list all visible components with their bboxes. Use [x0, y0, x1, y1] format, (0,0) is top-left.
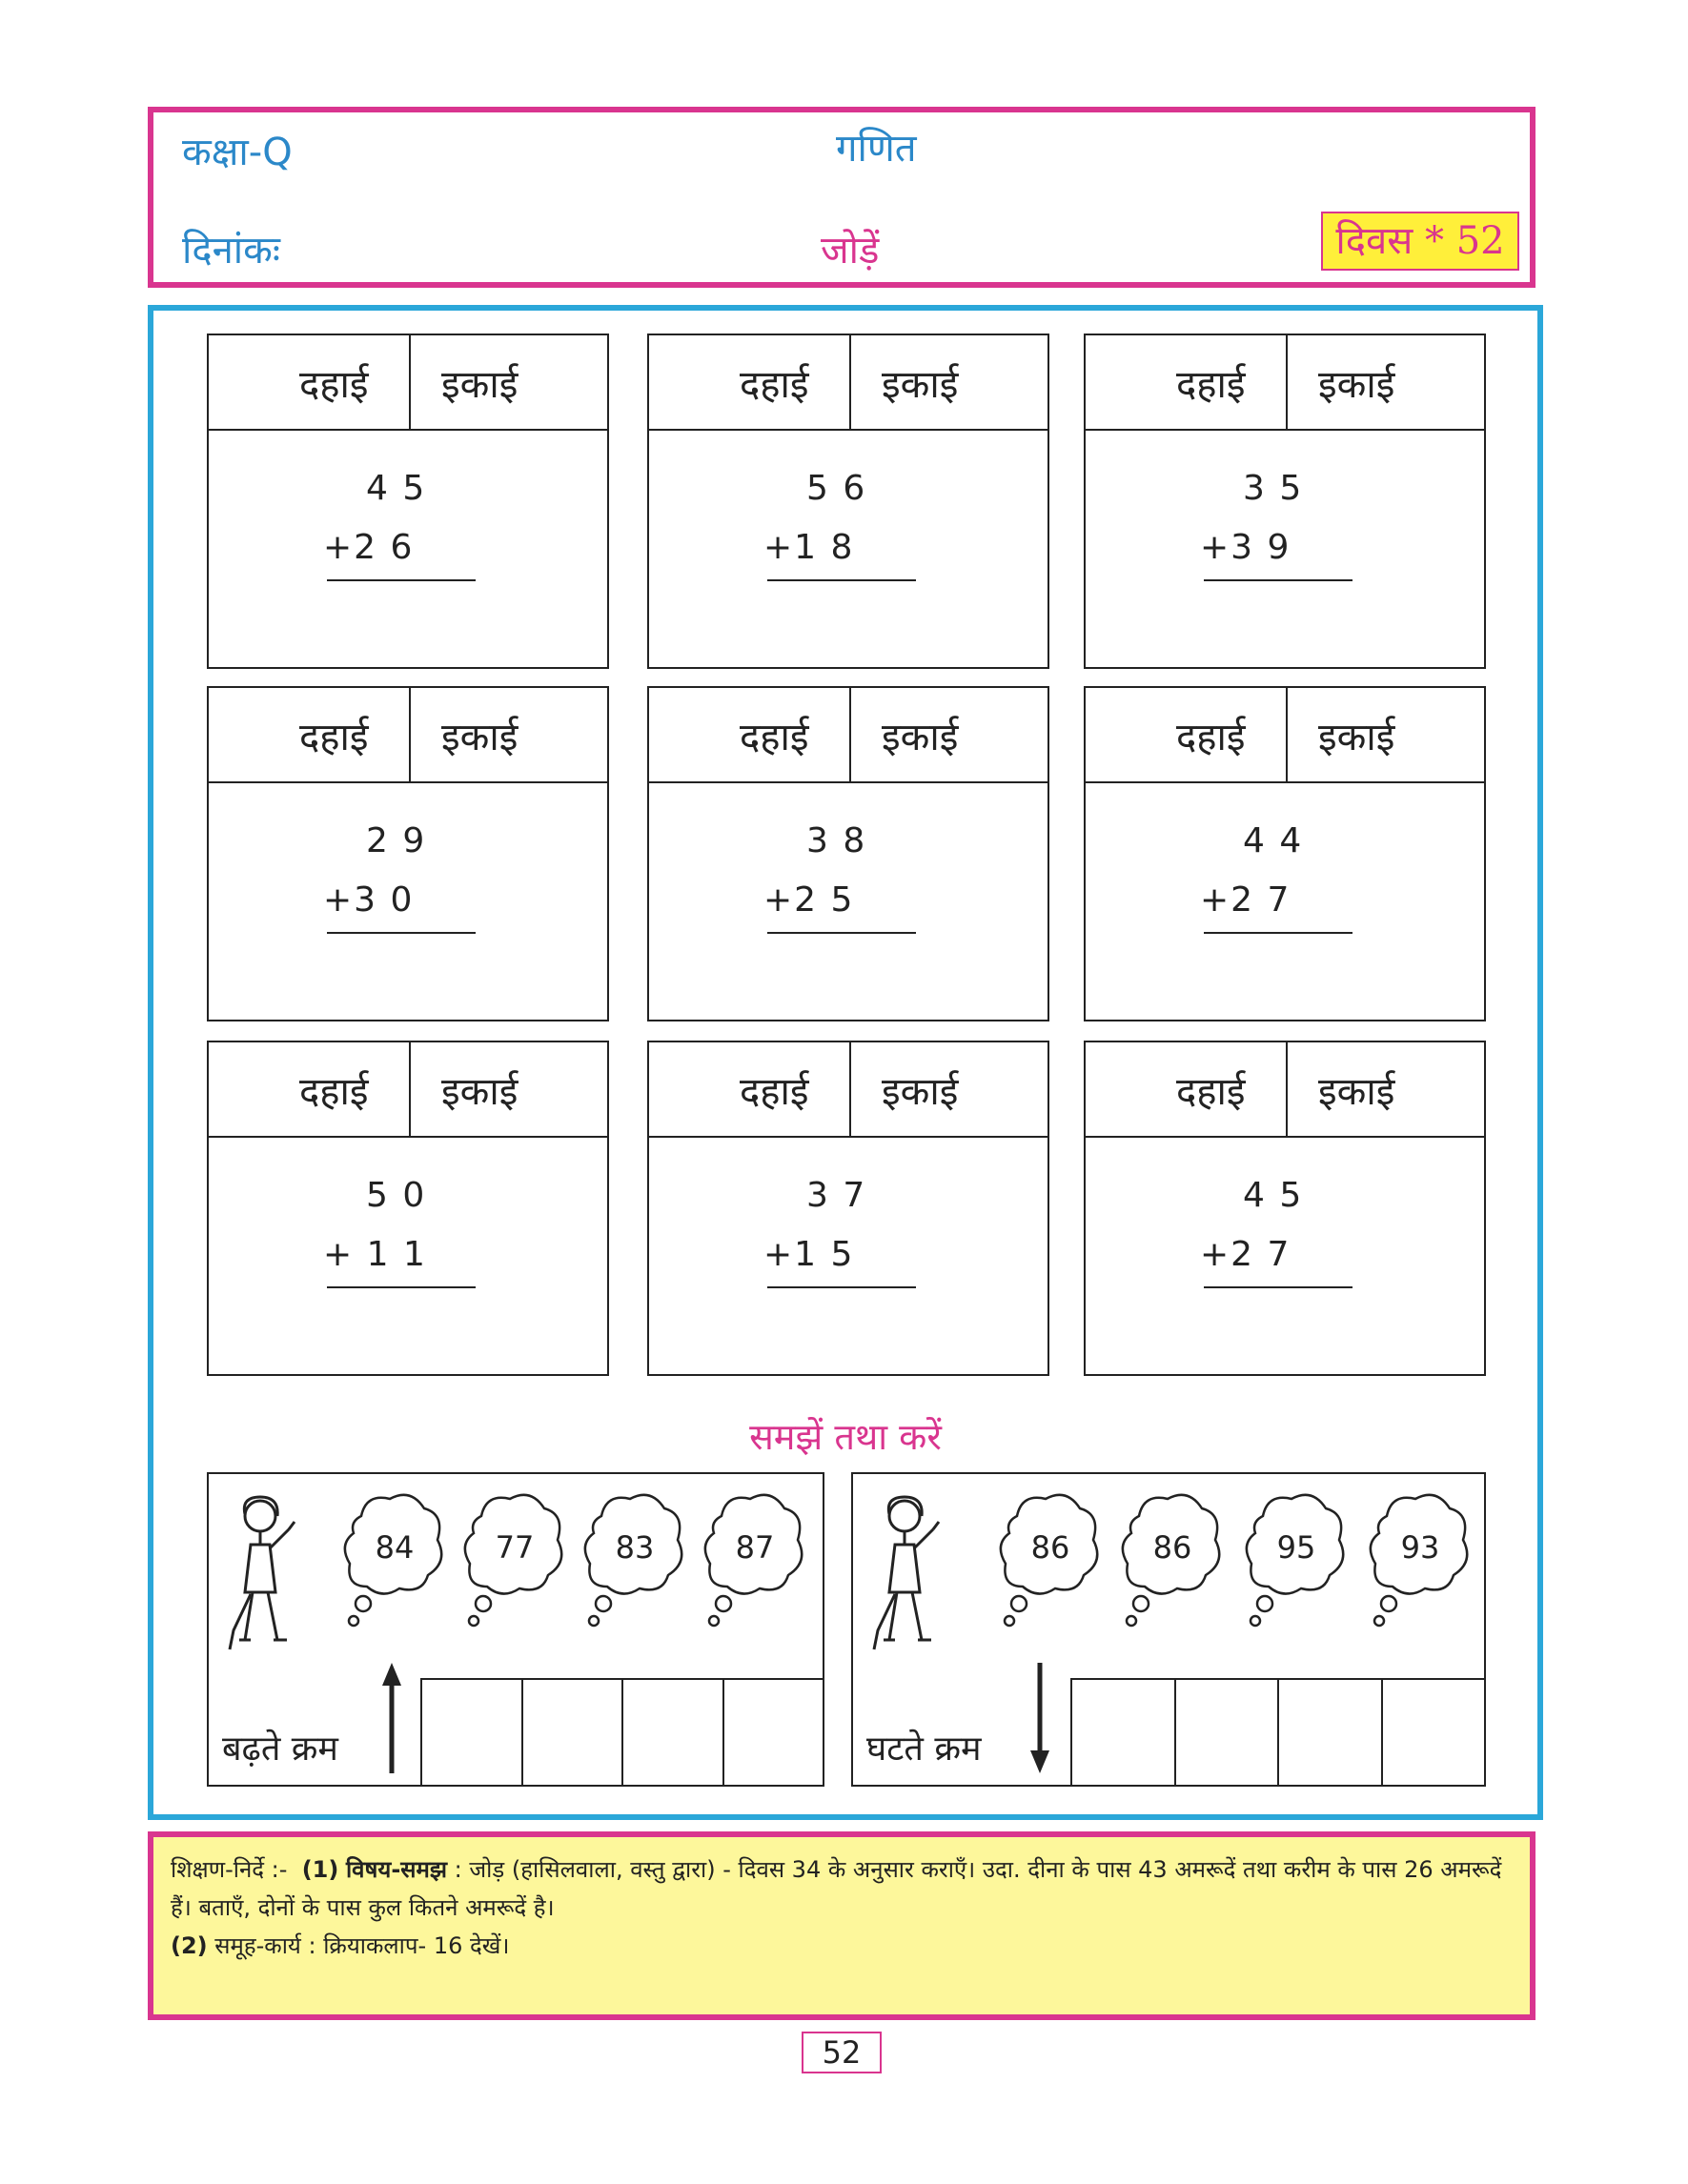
addend-top: 4 4	[1243, 821, 1304, 860]
girl-figure-icon	[866, 1487, 952, 1659]
note-prefix: शिक्षण-निर्दे :-	[171, 1856, 288, 1883]
place-value-header	[649, 335, 1047, 431]
descending-order-box	[851, 1472, 1486, 1787]
addend-bottom: +2 7	[1200, 880, 1291, 920]
thought-cloud	[582, 1487, 687, 1630]
answer-cell[interactable]	[1383, 1680, 1487, 1785]
answer-cell[interactable]	[724, 1680, 825, 1785]
thought-cloud	[1368, 1487, 1473, 1630]
thought-cloud	[702, 1487, 807, 1630]
thought-cloud	[1120, 1487, 1225, 1630]
place-value-header	[209, 688, 607, 783]
answer-line[interactable]	[327, 579, 476, 581]
addition-problem	[207, 686, 609, 1021]
column-divider	[409, 688, 411, 781]
topic-title: जोड़ें	[821, 229, 880, 273]
day-badge: दिवस * 52	[1321, 212, 1519, 271]
column-divider	[849, 688, 851, 781]
addend-bottom: +2 7	[1200, 1235, 1291, 1274]
addend-top: 2 9	[366, 821, 427, 860]
addend-bottom: + 1 1	[323, 1235, 427, 1274]
addend-top: 3 7	[806, 1176, 867, 1215]
thought-cloud	[1244, 1487, 1349, 1630]
addition-problem	[207, 334, 609, 669]
place-value-header	[209, 1042, 607, 1138]
column-divider	[849, 1042, 851, 1136]
ascending-label: बढ़ते क्रम	[222, 1729, 338, 1769]
note-part2-number: (2)	[171, 1932, 208, 1959]
answer-line[interactable]	[767, 1286, 916, 1288]
ones-label: इकाई	[441, 1070, 519, 1114]
place-value-header	[649, 688, 1047, 783]
arrow-up-icon	[380, 1661, 403, 1775]
thought-cloud	[998, 1487, 1103, 1630]
note-part1-text: : जोड़ (हासिलवाला, वस्तु द्वारा) - दिवस 34 के अनुसार कराएँ। उदा. दीना के पास 43 अमरूदें तथा करीम के पास 26 अमरूदें हैं। बताएँ, दोनों के पास कुल कितने अमरूदें है।	[171, 1856, 1502, 1921]
answer-cell[interactable]	[422, 1680, 523, 1785]
thought-cloud	[462, 1487, 567, 1630]
note-part2-text: : क्रियाकलाप- 16 देखें।	[308, 1932, 510, 1959]
tens-label: दहाई	[299, 363, 369, 407]
column-divider	[1286, 688, 1288, 781]
tens-label: दहाई	[740, 716, 809, 759]
addend-bottom: +2 5	[763, 880, 855, 920]
descending-label: घटते क्रम	[866, 1729, 982, 1769]
addend-top: 4 5	[366, 469, 427, 508]
addition-problem	[1084, 686, 1486, 1021]
ones-label: इकाई	[1318, 716, 1395, 759]
worksheet-box	[148, 305, 1543, 1820]
ones-label: इकाई	[1318, 363, 1395, 407]
addend-top: 5 6	[806, 469, 867, 508]
teaching-note	[148, 1831, 1535, 2020]
answer-line[interactable]	[767, 932, 916, 934]
column-divider	[409, 335, 411, 429]
tens-label: दहाई	[299, 1070, 369, 1114]
tens-label: दहाई	[740, 363, 809, 407]
place-value-header	[1086, 335, 1484, 431]
addition-problem	[207, 1041, 609, 1376]
cloud-number: 83	[615, 1529, 655, 1566]
note-part1-title: विषय-समझ	[345, 1856, 448, 1883]
cloud-number: 77	[495, 1529, 535, 1566]
cloud-number: 86	[1152, 1529, 1192, 1566]
answer-grid	[420, 1678, 824, 1785]
tens-label: दहाई	[1176, 716, 1246, 759]
page-number: 52	[802, 2032, 882, 2073]
addition-problem	[647, 1041, 1049, 1376]
ones-label: इकाई	[441, 363, 519, 407]
ones-label: इकाई	[882, 363, 959, 407]
addend-bottom: +3 9	[1200, 528, 1291, 567]
tens-label: दहाई	[1176, 1070, 1246, 1114]
addend-top: 3 5	[1243, 469, 1304, 508]
answer-cell[interactable]	[1279, 1680, 1383, 1785]
addend-top: 5 0	[366, 1176, 427, 1215]
answer-line[interactable]	[327, 932, 476, 934]
answer-line[interactable]	[767, 579, 916, 581]
column-divider	[1286, 335, 1288, 429]
header-box	[148, 107, 1535, 288]
column-divider	[849, 335, 851, 429]
arrow-down-icon	[1028, 1661, 1051, 1775]
class-label: कक्षा-Q	[182, 131, 293, 174]
subject-title: गणित	[836, 127, 917, 171]
answer-grid	[1070, 1678, 1486, 1785]
cloud-number: 86	[1030, 1529, 1070, 1566]
addition-problem	[647, 334, 1049, 669]
addition-problem	[1084, 1041, 1486, 1376]
addend-bottom: +3 0	[323, 880, 415, 920]
column-divider	[1286, 1042, 1288, 1136]
addend-bottom: +2 6	[323, 528, 415, 567]
note-part2-title: समूह-कार्य	[214, 1932, 301, 1959]
ones-label: इकाई	[882, 716, 959, 759]
answer-cell[interactable]	[623, 1680, 724, 1785]
answer-line[interactable]	[1204, 1286, 1352, 1288]
tens-label: दहाई	[1176, 363, 1246, 407]
place-value-header	[649, 1042, 1047, 1138]
note-part1-number: (1)	[301, 1856, 339, 1883]
answer-cell[interactable]	[1072, 1680, 1176, 1785]
place-value-header	[1086, 688, 1484, 783]
addend-bottom: +1 5	[763, 1235, 855, 1274]
ones-label: इकाई	[882, 1070, 959, 1114]
column-divider	[409, 1042, 411, 1136]
place-value-header	[1086, 1042, 1484, 1138]
addend-bottom: +1 8	[763, 528, 855, 567]
thought-cloud	[342, 1487, 447, 1630]
section-title: समझें तथा करें	[749, 1416, 942, 1458]
ones-label: इकाई	[1318, 1070, 1395, 1114]
answer-line[interactable]	[1204, 579, 1352, 581]
cloud-number: 87	[735, 1529, 775, 1566]
place-value-header	[209, 335, 607, 431]
answer-line[interactable]	[1204, 932, 1352, 934]
cloud-number: 93	[1400, 1529, 1440, 1566]
cloud-number: 84	[375, 1529, 415, 1566]
ones-label: इकाई	[441, 716, 519, 759]
answer-cell[interactable]	[1176, 1680, 1280, 1785]
date-label: दिनांकः	[182, 229, 280, 273]
answer-cell[interactable]	[523, 1680, 624, 1785]
ascending-order-box	[207, 1472, 824, 1787]
addend-top: 3 8	[806, 821, 867, 860]
addend-top: 4 5	[1243, 1176, 1304, 1215]
girl-figure-icon	[222, 1487, 308, 1659]
addition-problem	[647, 686, 1049, 1021]
answer-line[interactable]	[327, 1286, 476, 1288]
cloud-number: 95	[1276, 1529, 1316, 1566]
tens-label: दहाई	[299, 716, 369, 759]
tens-label: दहाई	[740, 1070, 809, 1114]
addition-problem	[1084, 334, 1486, 669]
